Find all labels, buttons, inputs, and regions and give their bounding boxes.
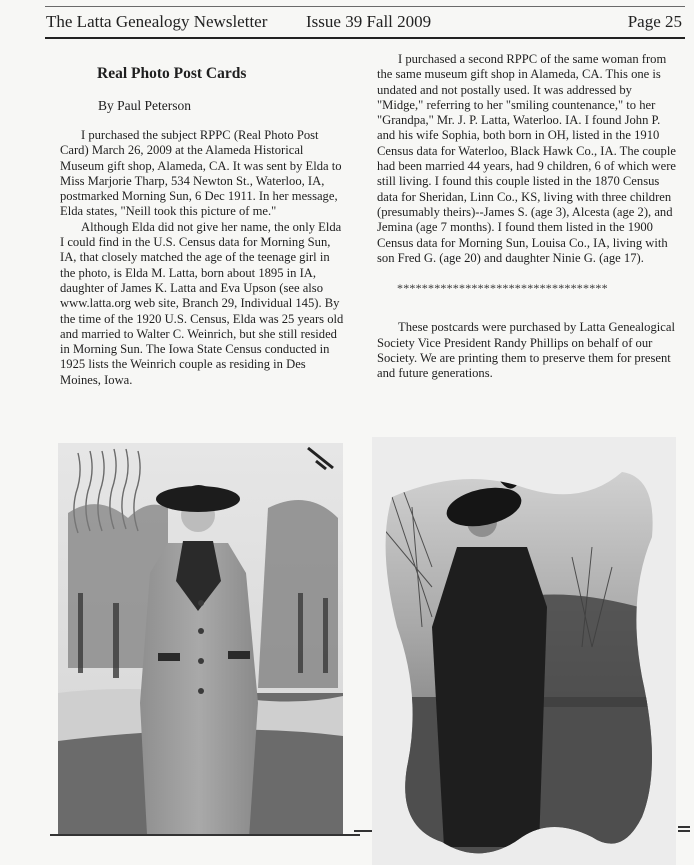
page-number: Page 25	[627, 12, 682, 31]
closing-paragraph: These postcards were purchased by Latta Genealogical Society Vice President Randy Phillips on behalf of our Society. We are printing them to preserve them for present and future generations.	[377, 320, 675, 381]
paragraph: I purchased the subject RPPC (Real Photo Post Card) March 26, 2009 at the Alameda Historical Museum gift shop, Alameda, CA. It was sent by Elda to Miss Marjorie Tharp, 534 Newton St., Waterloo, IA, postmarked Morning Sun, 6 Dec 1911. In her message, Elda states, "Neill took this picture of me."	[60, 128, 342, 219]
header-top-rule	[45, 6, 685, 7]
footer-rule-right-top	[678, 826, 690, 828]
section-separator: **********************************	[397, 281, 608, 296]
photo-image-dark-coat	[372, 437, 676, 865]
header-bottom-rule	[45, 37, 685, 39]
article-title: Real Photo Post Cards	[97, 65, 247, 82]
paragraph: Although Elda did not give her name, the only Elda I could find in the U.S. Census data for Morning Sun, IA, that closely matched the age of the teenage girl in the photo, is Elda M. Latta, born about 1895 in IA, daughter of James K. Latta and Eva Upson (see also www.latta.org web site, Branch 29, Individual 145). By the time of the 1920 U.S. Census, Elda was 25 years old and married to Walter C. Weinrich, but she still resided in Morning Sun. The Iowa State Census conducted in 1925 lists the Weinrich couple as residing in Des Moines, Iowa.	[60, 219, 344, 387]
issue-label: Issue 39 Fall 2009	[306, 12, 432, 31]
footer-rule-middle	[354, 830, 372, 832]
photo-postcard-1	[58, 443, 343, 835]
newsletter-title: The Latta Genealogy Newsletter	[46, 12, 268, 31]
footer-rule-left	[50, 834, 360, 836]
article-byline: By Paul Peterson	[98, 98, 191, 113]
photo-image-light-coat	[58, 443, 343, 835]
paragraph: I purchased a second RPPC of the same woman from the same museum gift shop in Alameda, CA. This one is undated and not postally used. It was addressed by "Midge," referring to her "smiling countenance," to her "Grandpa," Mr. J. P. Latta, Waterloo. IA. I found John P. and his wife Sophia, both born in OH, listed in the 1910 Census data for Waterloo, Black Hawk Co., IA. The couple had been married 44 years, had 9 children, 6 of which were still living. I found this couple listed in the 1870 Census data for Sheridan, Linn Co., KS, living with three children (presumably theirs)--James S. (age 3), Alcesta (age 2), and Jemina (age 7 months). I found them listed in the 1900 Census data for Morning Sun, Louisa Co., IA, living with son Fred G. (age 20) and daughter Ninie G. (age 17).	[377, 52, 676, 265]
photo-postcard-2	[372, 437, 676, 865]
left-column	[60, 64, 344, 388]
right-column	[377, 52, 677, 382]
footer-rule-right-bottom	[678, 830, 690, 832]
